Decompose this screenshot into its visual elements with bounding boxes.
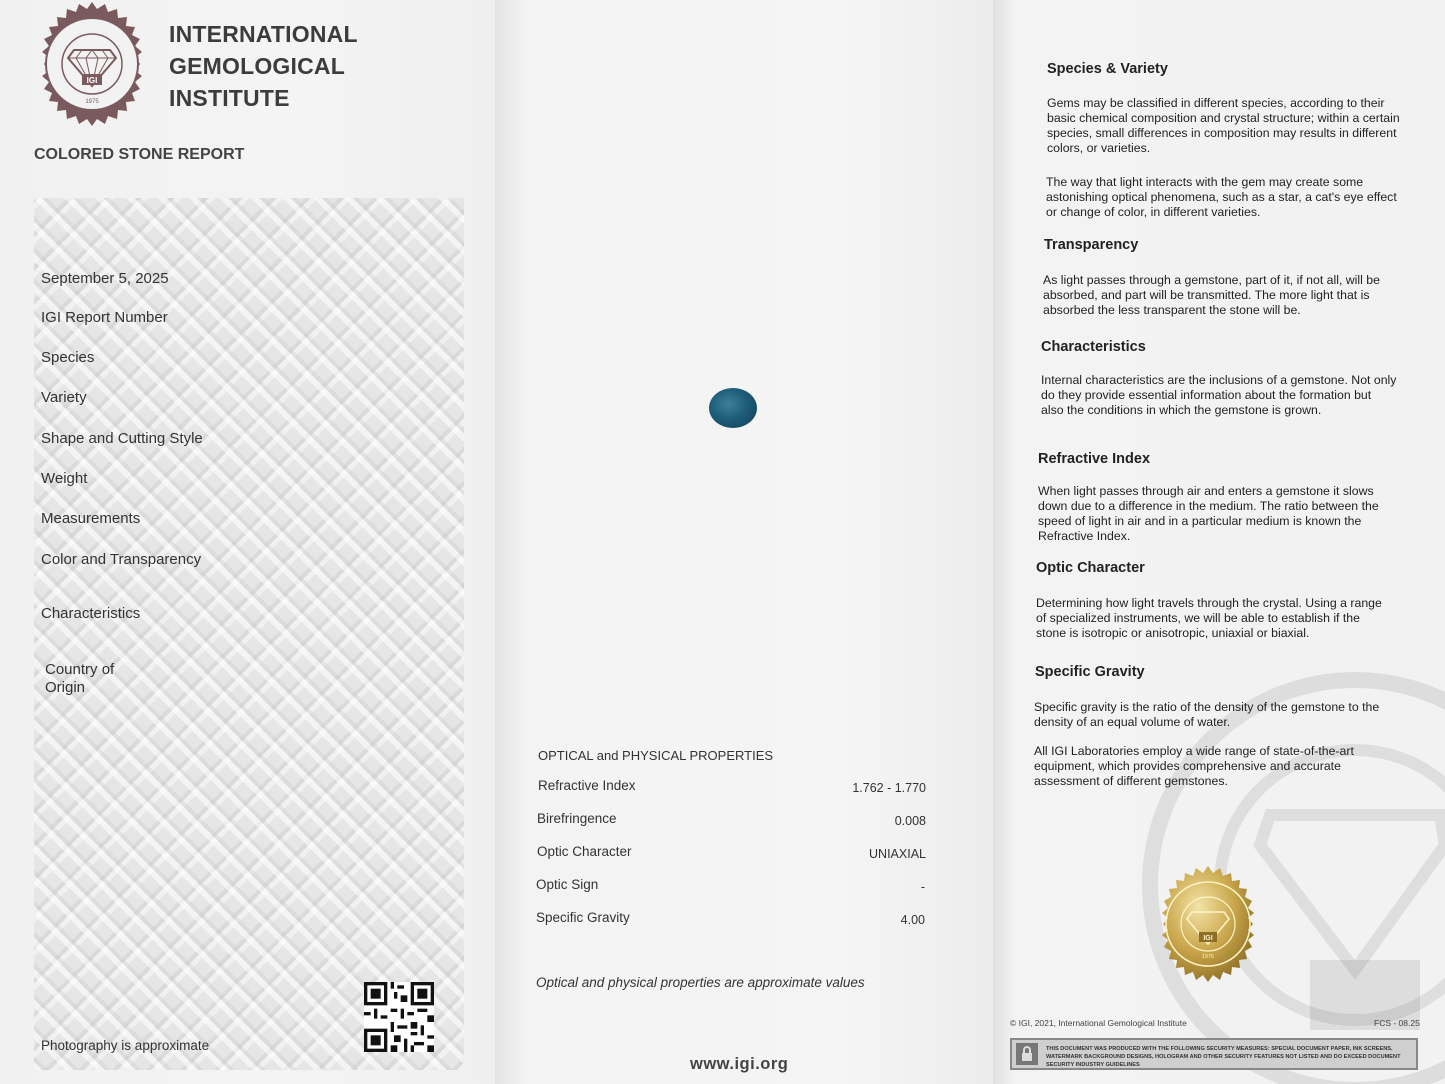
field-label: Weight <box>41 470 88 487</box>
field-label: Measurements <box>41 510 141 527</box>
institute-name-line: GEMOLOGICAL <box>169 53 345 79</box>
institute-name-line: INTERNATIONAL <box>169 21 358 47</box>
optical-note: Optical and physical properties are approximate values <box>536 975 865 990</box>
institute-name <box>169 18 358 114</box>
field-label: Color and Transparency <box>41 551 202 568</box>
origin-label <box>45 661 114 697</box>
optical-label: Refractive Index <box>538 778 636 793</box>
field-label: Characteristics <box>41 605 141 622</box>
gold-hologram-seal <box>1150 866 1266 982</box>
info-title: Transparency <box>1044 237 1139 253</box>
info-paragraph: The way that light interacts with the gem may create some astonishing optical phenomena, such as a star, a cat's eye effect or change of color, in different varieties. <box>1046 175 1397 219</box>
institute-name-line: INSTITUTE <box>169 85 290 111</box>
website-link[interactable]: www.igi.org <box>690 1055 789 1073</box>
report-panel-left <box>0 0 495 1084</box>
info-title: Characteristics <box>1041 339 1146 355</box>
security-notice <box>1010 1038 1418 1070</box>
optic-character-value: UNIAXIAL <box>869 847 926 861</box>
optical-label: Specific Gravity <box>536 910 630 925</box>
info-paragraph: When light passes through air and enters a gemstone it slows down due to a difference in the medium. The ratio between the speed of light in air and in a particular medium is known the Refractive Index. <box>1038 484 1379 543</box>
field-label: Species <box>41 349 95 366</box>
optic-sign-value: - <box>920 880 925 894</box>
report-title: COLORED STONE REPORT <box>34 146 245 163</box>
copyright: © IGI, 2021, International Gemological Institute <box>1010 1018 1187 1028</box>
gemstone-photo <box>709 388 757 428</box>
field-label: Variety <box>41 389 87 406</box>
optical-label: Optic Sign <box>536 877 599 892</box>
qr-code[interactable] <box>364 982 434 1052</box>
lock-icon <box>1016 1043 1038 1065</box>
field-label: Shape and Cutting Style <box>41 430 203 447</box>
security-pattern-background <box>34 198 464 1070</box>
birefringence-value: 0.008 <box>894 814 926 828</box>
optical-heading: OPTICAL and PHYSICAL PROPERTIES <box>538 748 774 763</box>
info-paragraph: Internal characteristics are the inclusions of a gemstone. Not only do they provide essential information about the formation but also the conditions in which the gemstone is grown. <box>1041 373 1397 417</box>
info-paragraph: Determining how light travels through the crystal. Using a range of specialized instruments, we will be able to establish if the stone is isotropic or anisotropic, uniaxial or biaxial. <box>1036 596 1382 640</box>
report-date: September 5, 2025 <box>41 270 169 287</box>
info-paragraph: As light passes through a gemstone, part of it, if not all, will be absorbed, and part will be transmitted. The more light that is absorbed the less transparent the stone will be. <box>1043 273 1380 317</box>
optical-label: Optic Character <box>537 844 632 859</box>
info-paragraph: Gems may be classified in different species, according to their basic chemical composition and crystal structure; within a certain species, small differences in composition may results in different colors, or varieties. <box>1047 96 1400 155</box>
field-label: IGI Report Number <box>41 309 168 326</box>
refractive-index-value: 1.762 - 1.770 <box>852 781 926 795</box>
photo-note: Photography is approximate <box>41 1038 210 1053</box>
info-paragraph: All IGI Laboratories employ a wide range of state-of-the-art equipment, which provides comprehensive and accurate assessment of different gemstones. <box>1034 744 1354 788</box>
security-notice-text: THIS DOCUMENT WAS PRODUCED WITH THE FOLLOWING SECURITY MEASURES: SPECIAL DOCUMENT PAPER, INK SCREENS, WATERMARK BACKGROUND DESIGNS, HOLOGRAM AND OTHER SECURITY FEATURES NOT LISTED AND DO EXCEED DOCUMENT SECURITY INDUSTRY GUIDELINES <box>1046 1046 1401 1068</box>
origin-label-line: Country of <box>45 661 115 678</box>
gold-seal-year: 1975 <box>1201 954 1215 960</box>
origin-label-line: Origin <box>45 679 86 696</box>
info-title: Optic Character <box>1036 560 1145 576</box>
info-title: Refractive Index <box>1038 451 1151 467</box>
specific-gravity-value: 4.00 <box>900 913 925 927</box>
form-code: FCS - 08.25 <box>1374 1018 1420 1028</box>
info-paragraph: Specific gravity is the ratio of the density of the gemstone to the density of an equal volume of water. <box>1034 700 1380 729</box>
gold-seal-monogram: IGI <box>1203 935 1213 942</box>
info-title: Specific Gravity <box>1035 664 1145 680</box>
svg-text:1975: 1975 <box>85 99 99 105</box>
optical-label: Birefringence <box>537 811 617 826</box>
svg-text:IGI: IGI <box>86 76 98 85</box>
info-title: Species & Variety <box>1047 61 1168 77</box>
igi-seal-logo <box>30 2 154 126</box>
